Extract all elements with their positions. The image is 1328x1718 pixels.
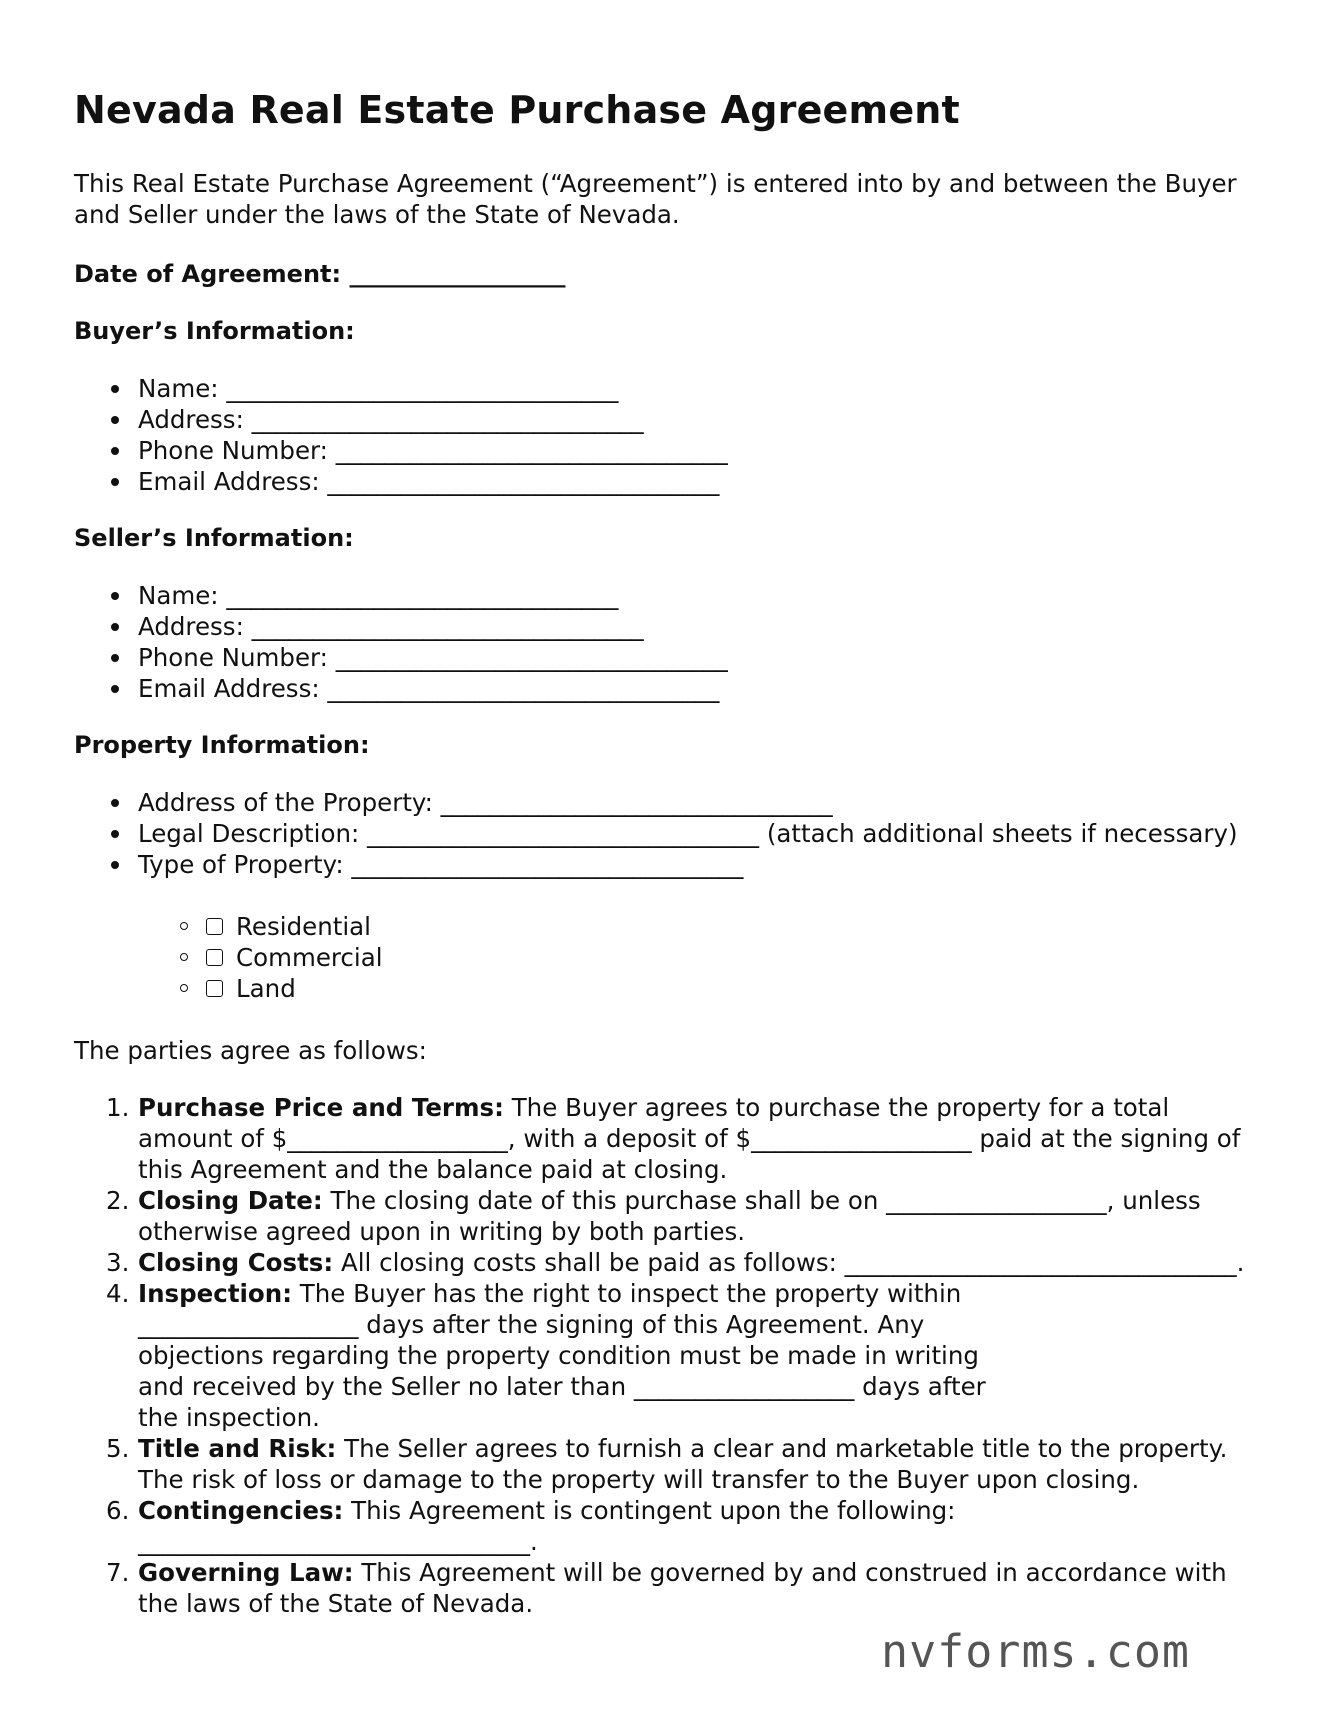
- buyer-email-field: Email Address: ________________________________: [74, 466, 1254, 497]
- watermark-text: nvforms.com: [880, 1625, 1190, 1678]
- term-title: Closing Date:: [138, 1186, 323, 1215]
- intro-paragraph: This Real Estate Purchase Agreement (“Agreement”) is entered into by and between the Buyer and Seller under the laws of the State of Nevada.: [74, 169, 1237, 229]
- term-number: 2.: [106, 1186, 130, 1215]
- seller-name-field: Name: ________________________________: [74, 580, 1254, 611]
- term-title: Governing Law:: [138, 1558, 354, 1587]
- term-text: The Buyer agrees to purchase the property for a total amount of $__________________, with a deposit of $__________________ paid at the signing of this Agreement and the balance paid at closing.: [138, 1093, 1241, 1184]
- checkbox-icon[interactable]: [206, 918, 223, 935]
- property-legal-description-field: Legal Description: ________________________________ (attach additional sheets if necessary): [74, 818, 1238, 849]
- property-address-field: Address of the Property: ________________________________: [74, 787, 1254, 818]
- option-label: Residential: [236, 912, 371, 941]
- property-type-option-residential: [74, 911, 1254, 942]
- property-list: [74, 787, 1254, 880]
- term-item: [74, 1433, 1254, 1495]
- term-number: 5.: [106, 1434, 130, 1463]
- checkbox-icon[interactable]: [206, 980, 223, 997]
- term-item: [74, 1247, 1254, 1278]
- term-title: Purchase Price and Terms:: [138, 1093, 504, 1122]
- term-number: 4.: [106, 1279, 130, 1308]
- seller-email-field: Email Address: ________________________________: [74, 673, 1254, 704]
- buyer-heading: Buyer’s Information:: [74, 317, 355, 345]
- buyer-address-field: Address: ________________________________: [74, 404, 1254, 435]
- term-item: [74, 1495, 1254, 1557]
- seller-phone-field: Phone Number: ________________________________: [74, 642, 1254, 673]
- term-text: The Buyer has the right to inspect the property within __________________ days after the signing of this Agreement. Any objections regarding the property condition must be made in writing and received by the Seller no later than __________________ days after the inspection.: [138, 1279, 986, 1432]
- term-item: [74, 1278, 1254, 1433]
- property-type-options: [74, 911, 1254, 1004]
- property-type-option-land: [74, 973, 1254, 1004]
- term-number: 6.: [106, 1496, 130, 1525]
- option-label: Land: [236, 974, 296, 1003]
- parties-agree-text: The parties agree as follows:: [74, 1036, 427, 1065]
- term-text: The Seller agrees to furnish a clear and marketable title to the property. The risk of loss or damage to the property will transfer to the Buyer upon closing.: [138, 1434, 1228, 1494]
- term-text: This Agreement is contingent upon the following: ________________________________.: [138, 1496, 956, 1556]
- term-number: 1.: [106, 1093, 130, 1122]
- seller-list: [74, 580, 1254, 704]
- term-title: Contingencies:: [138, 1496, 344, 1525]
- document-title: Nevada Real Estate Purchase Agreement: [74, 88, 960, 132]
- term-title: Title and Risk:: [138, 1434, 337, 1463]
- term-number: 3.: [106, 1248, 130, 1277]
- buyer-phone-field: Phone Number: ________________________________: [74, 435, 1254, 466]
- term-item: [74, 1092, 1254, 1185]
- buyer-list: [74, 373, 1254, 497]
- term-item: [74, 1557, 1254, 1619]
- terms-list: [74, 1092, 1254, 1619]
- property-type-field: Type of Property: ________________________________: [74, 849, 1254, 880]
- term-text: This Agreement will be governed by and construed in accordance with the laws of the State of Nevada.: [138, 1558, 1227, 1618]
- property-heading: Property Information:: [74, 731, 370, 759]
- term-title: Inspection:: [138, 1279, 292, 1308]
- buyer-name-field: Name: ________________________________: [74, 373, 1254, 404]
- property-type-option-commercial: [74, 942, 1254, 973]
- term-title: Closing Costs:: [138, 1248, 334, 1277]
- term-item: [74, 1185, 1254, 1247]
- checkbox-icon[interactable]: [206, 949, 223, 966]
- term-text: The closing date of this purchase shall be on __________________, unless otherwise agreed upon in writing by both parties.: [138, 1186, 1201, 1246]
- term-number: 7.: [106, 1558, 130, 1587]
- seller-heading: Seller’s Information:: [74, 524, 354, 552]
- seller-address-field: Address: ________________________________: [74, 611, 1254, 642]
- option-label: Commercial: [236, 943, 383, 972]
- date-of-agreement: Date of Agreement: __________________: [74, 260, 566, 288]
- term-text: All closing costs shall be paid as follows: ________________________________.: [333, 1248, 1245, 1277]
